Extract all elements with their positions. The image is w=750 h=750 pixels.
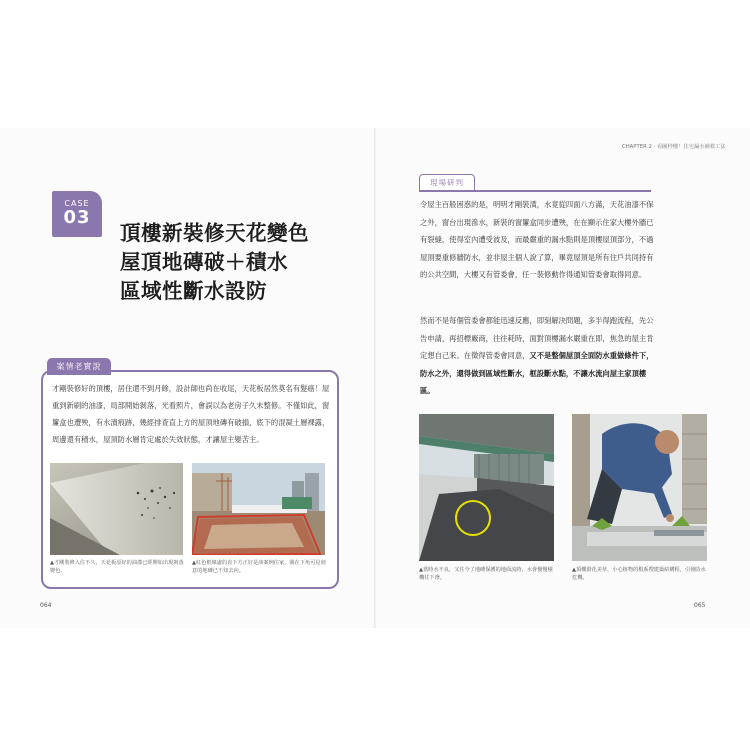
page-title [120,219,360,306]
page-number-left: 064 [40,602,52,609]
title-line-1: 頂樓新裝修天花變色 [120,221,309,245]
site-analysis-tab: 現場研判 [419,174,475,191]
case-number: 03 [63,207,91,228]
caption-ceiling: ▲才剛裝修入住不久，天花板原好的油漆已經開始出現剝落變色。 [50,560,184,574]
case-badge [52,191,102,237]
page-number-right: 065 [694,602,706,609]
analysis-paragraph-2-normal: 然而不是每個管委會都能迅速反應，即刻解決問題，多半得跑流程，先公告申請，再招標廠商，往往耗時，面對頂樓漏水嚴重在即，焦急的屋主肯定想自己來。在徵得管委會同意， [420,316,654,360]
title-line-3: 區域性斷水設防 [120,279,267,303]
caption-rooftop: ▲紅色框線處的直下方正好是該案例住家，圍在下角可見刻意的地磚已不知去向。 [192,560,326,574]
book-gutter [374,128,376,628]
worker-rooftop-photo [572,414,707,561]
chapter-header: CHAPTER 2 · 看圖秒懂！住宅漏水補救工法 [622,144,726,150]
caption-rooftop-circle: ▲當時水不良，又住今了地磚保護的地面流時，水會慢慢積機往下滲。 [419,567,553,581]
site-analysis-rule [419,190,651,192]
rooftop-red-frame-photo [192,463,325,555]
analysis-paragraph-2-bold: 又不是整個屋頂全面防水重做條件下，防水之外，還得做到區域性斷水，框設斷水點，不讓水流向屋主家頂樓區。 [420,351,654,395]
case-label: CASE [64,199,90,208]
case-story-tab: 案情老實說 [47,358,111,375]
ceiling-photo [50,463,183,555]
caption-worker: ▲頂樓蔚花美草，小心植物的根系搜建築結構程，引發防水危機。 [572,567,706,581]
analysis-paragraph-2 [420,312,656,400]
case-story-text: 才剛裝修好的頂樓，居住還不到月餘，設計師也尚在收尾，天花板居然莫名有髮癌！屋重到新刷的油漆，局部開始剝落，光看照片，會誤以為老房子久未整修。不僅如此，窗簾盒也遭殃，有水漬痕跡，幾經排查直上方的屋頂地磚有破損，底下的混凝土層裸露，周邊還有積水，屋頂防水層肯定處於失效狀態，才讓屋主變苦主。 [52,384,330,444]
analysis-paragraph-1: 令屋主百般困惑的是，明明才剛裝潢，水竟從四面八方滿，天花油漆不保之外，窗台出現滲水，新裝的窗簾盒同步遭殃，在在顯示住家大樓外牆已有裂縫，使得室內遭受波及，而最嚴重的漏水點則是頂樓屋頂部分，不過屋頂要重修牆防水，並非屋主個人說了算，畢竟屋頂是所有住戶共同持有的公共空間，大樓又有管委會，任一裝修動作得通知管委會取得同意。 [420,200,654,279]
rooftop-yellow-circle-photo [419,414,554,561]
title-line-2: 屋頂地磚破＋積水 [120,250,288,274]
